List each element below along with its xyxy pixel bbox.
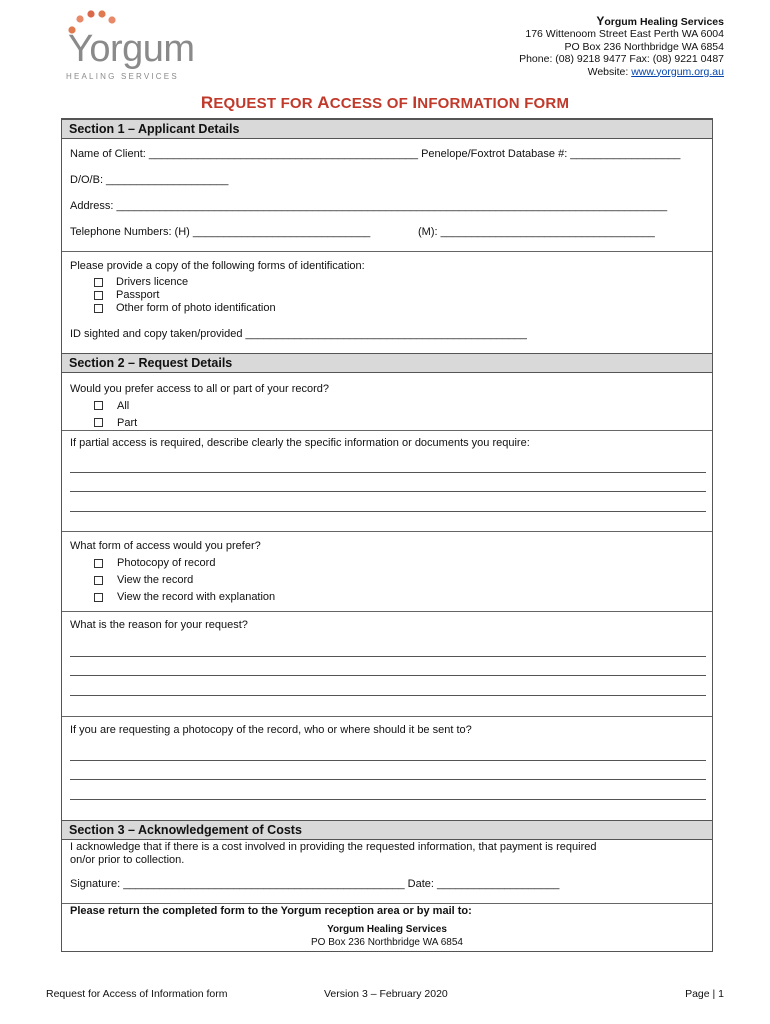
access-form-prompt: What form of access would you prefer? [70, 540, 261, 552]
footer-page-number: Page | 1 [685, 988, 724, 1000]
divider [62, 430, 712, 431]
section3-heading: Section 3 – Acknowledgement of Costs [62, 820, 712, 840]
acknowledgement-text: I acknowledge that if there is a cost involved in providing the requested information, that payment is required [70, 841, 597, 853]
yorgum-logo [60, 10, 195, 85]
signature-date-field[interactable]: Signature: ______________________________________________ Date: ____________________ [70, 878, 560, 890]
name-of-client-field[interactable]: Name of Client: ____________________________________________ Penelope/Foxtrot Database #: __________________ [70, 148, 681, 160]
checkbox-drivers-licence[interactable] [94, 278, 103, 287]
dob-field[interactable]: D/O/B: ____________________ [70, 174, 229, 186]
form-title: REQUEST FOR ACCESS OF INFORMATION FORM [200, 93, 570, 112]
option-label: Photocopy of record [117, 557, 216, 569]
answer-line[interactable] [70, 656, 706, 657]
logo-wordmark: Yorgum [68, 28, 195, 70]
org-phone: Phone: (08) 9218 9477 Fax: (08) 9221 0487 [519, 53, 724, 66]
divider [62, 716, 712, 717]
answer-line[interactable] [70, 799, 706, 800]
id-prompt: Please provide a copy of the following forms of identification: [70, 260, 365, 272]
photocopy-recipient-prompt: If you are requesting a photocopy of the record, who or where should it be sent to? [70, 724, 472, 736]
acknowledgement-text: on/or prior to collection. [70, 854, 185, 866]
partial-access-prompt: If partial access is required, describe clearly the specific information or documents you require: [70, 437, 530, 449]
org-website: Website: www.yorgum.org.au [587, 65, 724, 78]
return-instruction: Please return the completed form to the Yorgum reception area or by mail to: [70, 905, 472, 917]
option-label: Passport [116, 289, 160, 301]
divider [62, 611, 712, 612]
option-label: View the record with explanation [117, 591, 276, 603]
website-link[interactable]: www.yorgum.org.au [631, 65, 724, 78]
footer-version: Version 3 – February 2020 [324, 988, 448, 1000]
checkbox-passport[interactable] [94, 291, 103, 300]
access-prompt: Would you prefer access to all or part of your record? [70, 383, 330, 395]
org-contact-block [519, 15, 724, 78]
id-sighted-field[interactable]: ID sighted and copy taken/provided ______________________________________________ [70, 328, 527, 340]
answer-line[interactable] [70, 511, 706, 512]
option-label: Other form of photo identification [116, 302, 276, 314]
section2-heading: Section 2 – Request Details [62, 353, 712, 373]
checkbox-other-photo-id[interactable] [94, 304, 103, 313]
option-label: Drivers licence [116, 276, 189, 288]
divider [62, 531, 712, 532]
checkbox-view-with-explanation[interactable] [94, 593, 103, 602]
reason-prompt: What is the reason for your request? [70, 619, 248, 631]
org-po-box: PO Box 236 Northbridge WA 6854 [564, 40, 724, 53]
checkbox-all[interactable] [94, 401, 103, 410]
checkbox-view-record[interactable] [94, 576, 103, 585]
answer-line[interactable] [70, 491, 706, 492]
logo-tagline: HEALING SERVICES [66, 72, 179, 81]
divider [62, 903, 712, 904]
option-label: View the record [117, 574, 194, 586]
answer-line[interactable] [70, 760, 706, 761]
return-po-box: PO Box 236 Northbridge WA 6854 [311, 937, 463, 948]
return-org: Yorgum Healing Services [327, 924, 447, 935]
address-field[interactable]: Address: __________________________________________________________________________________________ [70, 200, 668, 212]
org-name: Yorgum Healing Services [596, 14, 724, 28]
answer-line[interactable] [70, 472, 706, 473]
section1-heading: Section 1 – Applicant Details [62, 119, 712, 139]
option-label: All [117, 400, 130, 412]
divider [62, 251, 712, 252]
answer-line[interactable] [70, 695, 706, 696]
checkbox-photocopy[interactable] [94, 559, 103, 568]
org-address: 176 Wittenoom Street East Perth WA 6004 [525, 28, 724, 41]
option-label: Part [117, 417, 138, 429]
checkbox-part[interactable] [94, 418, 103, 427]
telephone-home-field[interactable]: Telephone Numbers: (H) _____________________________ [70, 226, 371, 238]
request-form [61, 118, 713, 952]
footer-form-name: Request for Access of Information form [46, 988, 228, 1000]
telephone-mobile-field[interactable]: (M): ___________________________________ [418, 226, 655, 238]
answer-line[interactable] [70, 779, 706, 780]
answer-line[interactable] [70, 675, 706, 676]
